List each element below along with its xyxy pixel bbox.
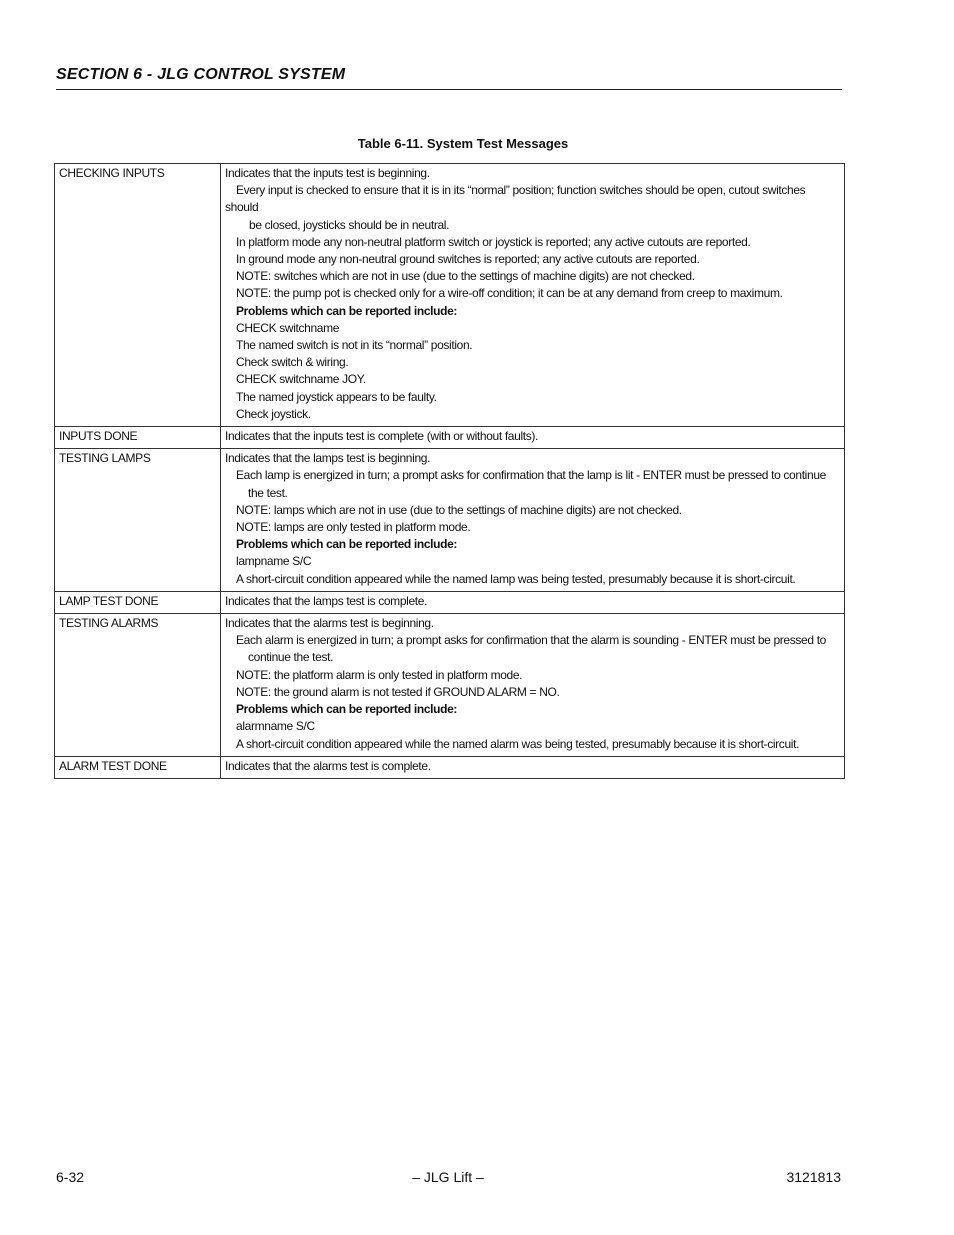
description-line: NOTE: lamps are only tested in platform mode. (236, 520, 471, 535)
description-line: NOTE: the ground alarm is not tested if GROUND ALARM = NO. (236, 684, 560, 699)
message-cell: ALARM TEST DONE (55, 756, 221, 778)
table-caption: Table 6-11. System Test Messages (357, 136, 569, 151)
description-line: Check switch & wiring. (236, 355, 349, 370)
description-line: Indicates that the lamps test is beginning. (225, 451, 431, 466)
description-line: Indicates that the lamps test is complete. (225, 593, 428, 608)
table-row (55, 449, 845, 592)
footer-brand: – JLG Lift – (412, 1169, 484, 1185)
description-line: NOTE: lamps which are not in use (due to the settings of machine digits) are not checked. (236, 502, 682, 517)
message-cell: LAMP TEST DONE (55, 591, 221, 613)
document-number: 3121813 (786, 1169, 841, 1185)
description-line: Indicates that the alarms test is complete. (225, 758, 431, 773)
table-row (55, 756, 845, 778)
description-line: NOTE: switches which are not in use (due to the settings of machine digits) are not checked. (236, 269, 695, 284)
description-line: A short-circuit condition appeared while the named lamp was being tested, presumably because it is short-circuit. (236, 571, 796, 586)
description-line: NOTE: the platform alarm is only tested in platform mode. (236, 667, 523, 682)
description-line: alarmname S/C (236, 719, 315, 734)
system-test-messages-table (54, 163, 845, 779)
message-cell: TESTING ALARMS (55, 614, 221, 757)
description-subheading: Problems which can be reported include: (236, 702, 458, 717)
description-line: The named switch is not in its “normal” position. (236, 338, 473, 353)
description-line: In platform mode any non-neutral platform switch or joystick is reported; any active cutouts are reported. (236, 234, 751, 249)
description-line: be closed, joysticks should be in neutral. (249, 217, 450, 232)
description-cell (221, 614, 845, 757)
table-row (55, 427, 845, 449)
table-row (55, 164, 845, 427)
description-line: lampname S/C (236, 554, 312, 569)
description-subheading: Problems which can be reported include: (236, 303, 458, 318)
description-line: CHECK switchname JOY. (236, 372, 366, 387)
description-cell (221, 591, 845, 613)
description-line: Each alarm is energized in turn; a prompt asks for confirmation that the alarm is sounding - ENTER must be pressed to continue the test. (236, 633, 827, 665)
description-line: A short-circuit condition appeared while the named alarm was being tested, presumably because it is short-circuit. (236, 736, 800, 751)
table-row (55, 614, 845, 757)
description-line: NOTE: the pump pot is checked only for a wire-off condition; it can be at any demand from creep to maximum. (236, 286, 783, 301)
message-cell: INPUTS DONE (55, 427, 221, 449)
description-line: CHECK switchname (236, 320, 340, 335)
section-title: SECTION 6 - JLG CONTROL SYSTEM (56, 66, 346, 83)
description-line: Indicates that the inputs test is beginning. (225, 166, 430, 180)
message-cell: TESTING LAMPS (55, 449, 221, 592)
description-cell (221, 449, 845, 592)
description-line: Indicates that the alarms test is beginning. (225, 616, 434, 631)
table-body (55, 164, 845, 779)
description-cell (221, 756, 845, 778)
description-line: Check joystick. (236, 406, 311, 421)
page-number: 6-32 (56, 1169, 85, 1185)
description-subheading: Problems which can be reported include: (236, 537, 458, 552)
description-line: Indicates that the inputs test is complete (with or without faults). (225, 429, 539, 444)
description-cell (221, 427, 845, 449)
table-row (55, 591, 845, 613)
message-cell: CHECKING INPUTS (55, 164, 221, 427)
page-header (56, 66, 842, 90)
description-cell (221, 164, 845, 427)
description-line: The named joystick appears to be faulty. (236, 389, 437, 404)
description-line: In ground mode any non-neutral ground switches is reported; any active cutouts are reported. (236, 252, 700, 267)
description-line: Each lamp is energized in turn; a prompt asks for confirmation that the lamp is lit - ENTER must be pressed to continue the test. (236, 468, 826, 500)
description-line: Every input is checked to ensure that it is in its “normal” position; function switches should be open, cutout switches should (225, 183, 806, 215)
